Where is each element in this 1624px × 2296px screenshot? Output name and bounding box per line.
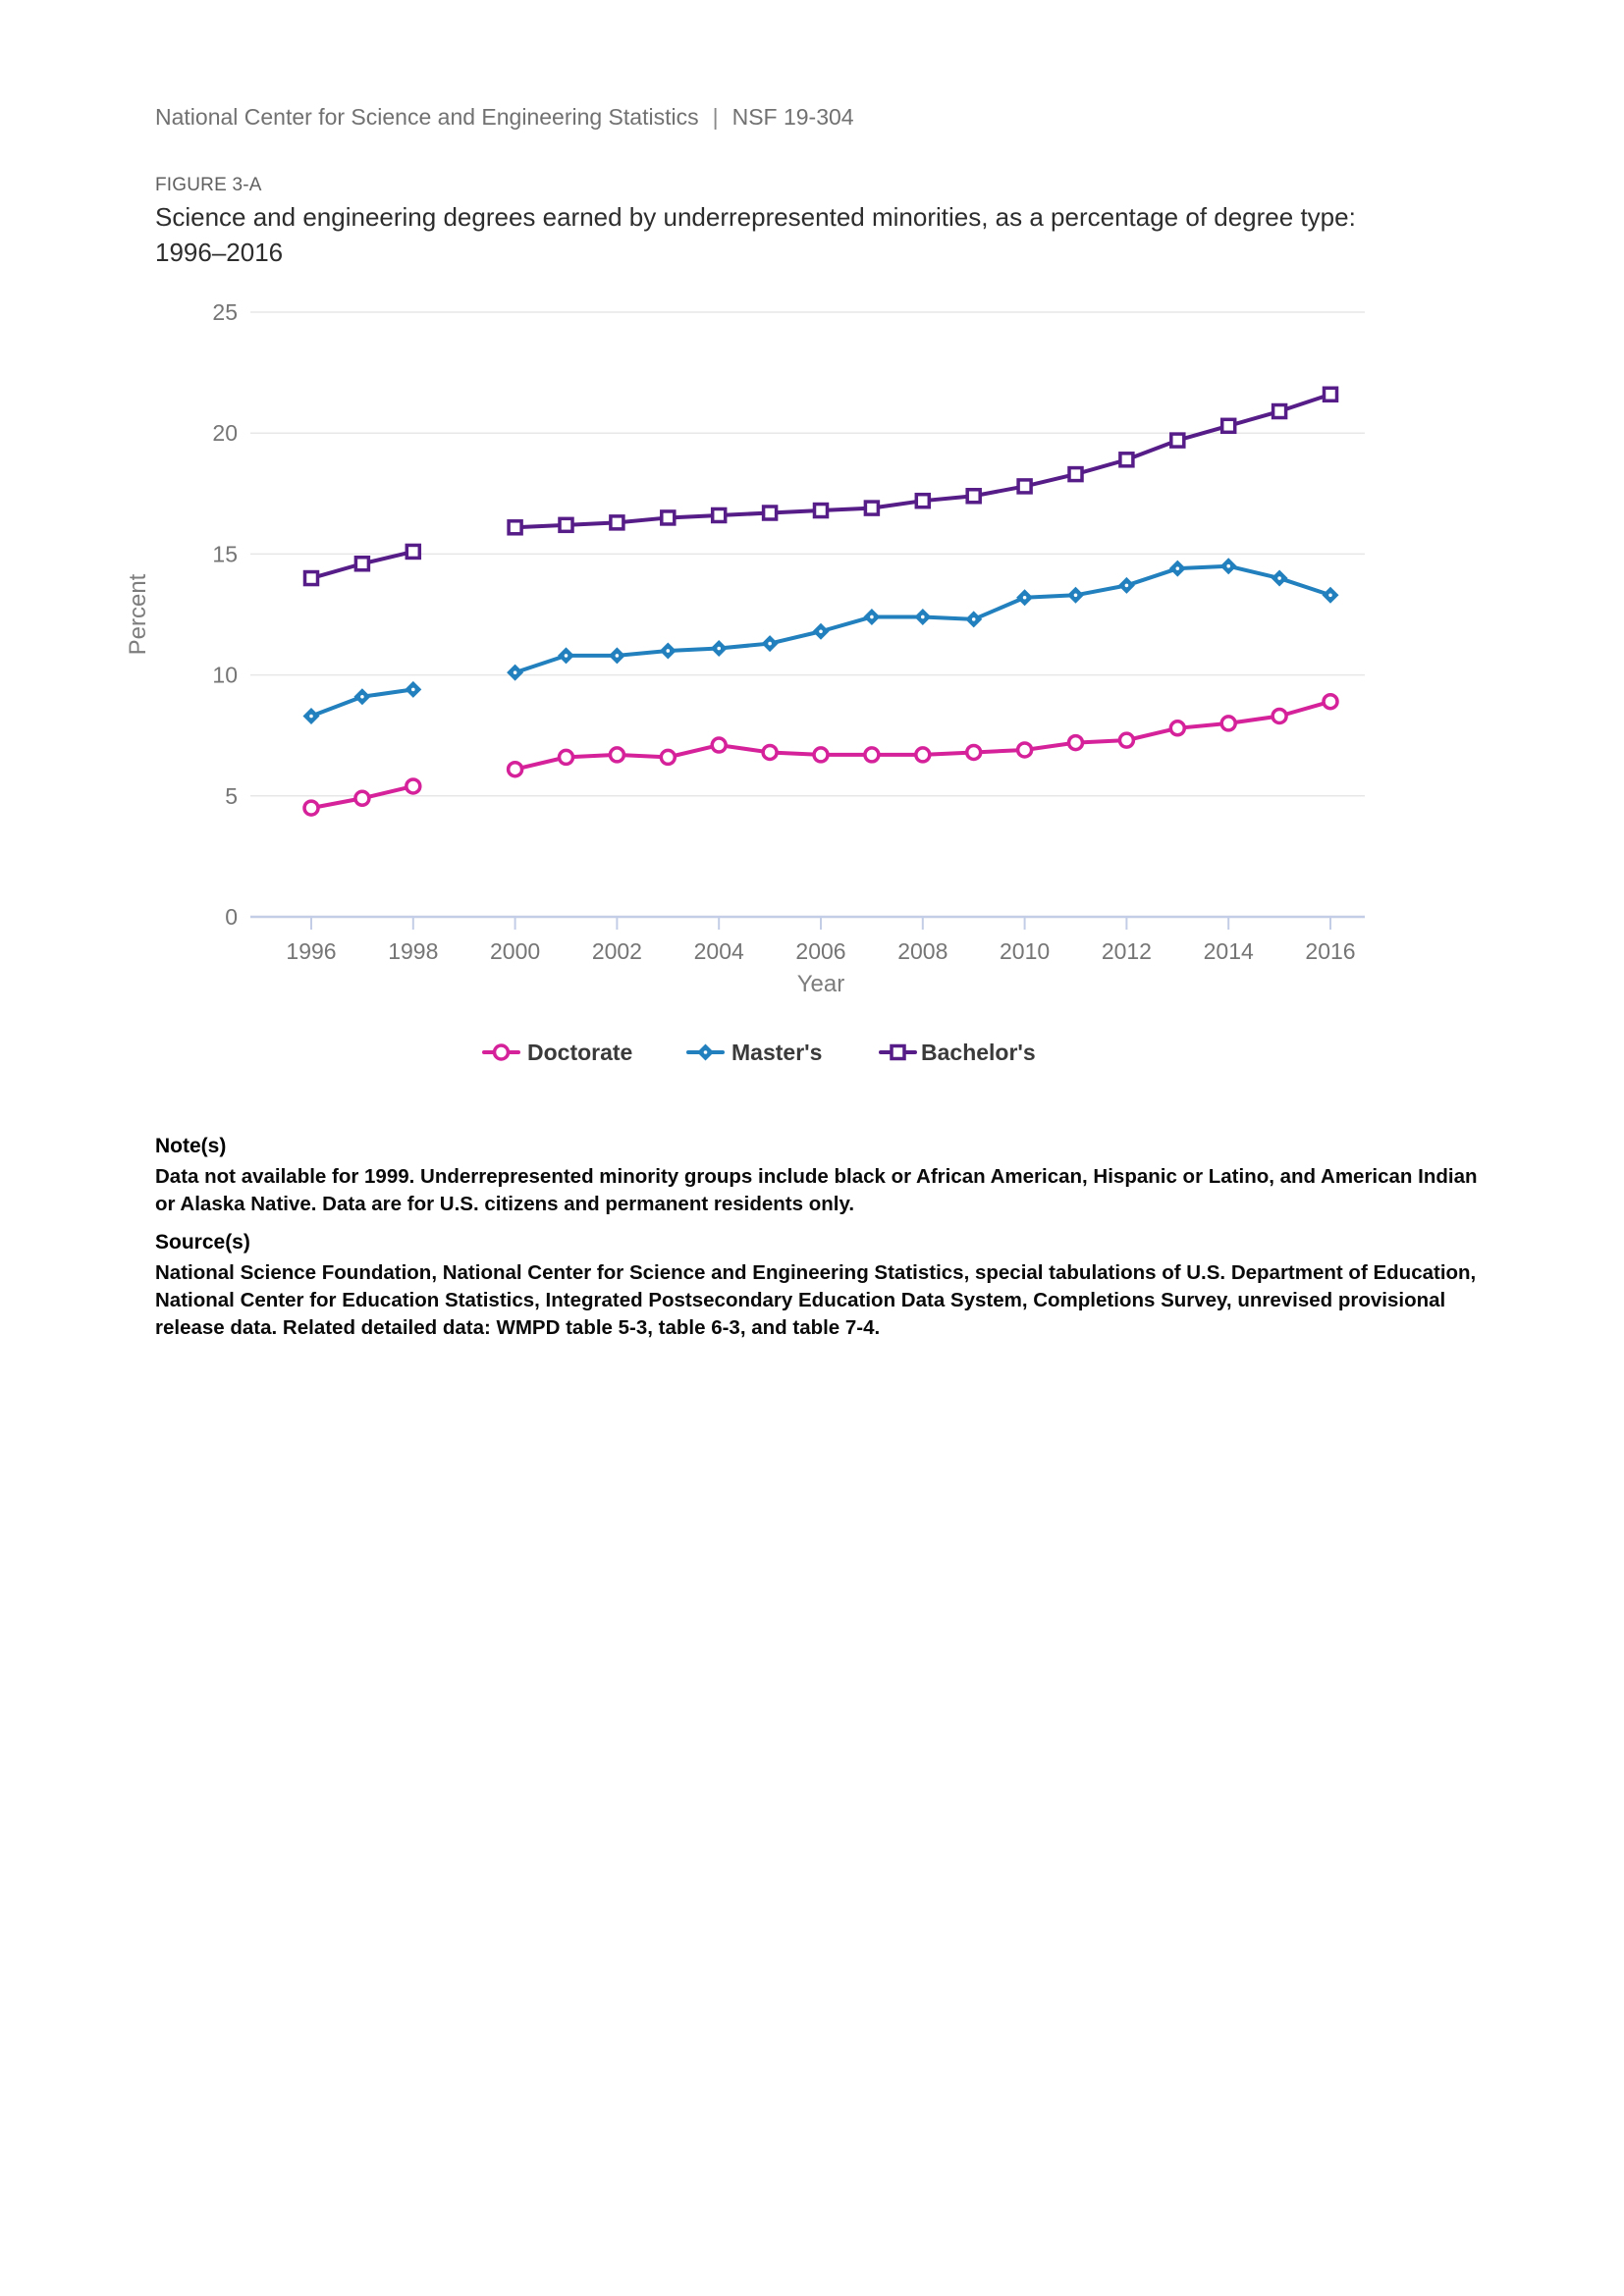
point-master-s-2010[interactable]: [1016, 589, 1033, 606]
point-bachelor-s-2010[interactable]: [1018, 480, 1031, 493]
point-master-s-2012[interactable]: [1118, 577, 1135, 594]
point-master-s-2000[interactable]: [507, 665, 523, 681]
figure-title-line1: Science and engineering degrees earned by underrepresented minorities, as a percentage of degree type:: [155, 202, 1356, 232]
point-doctorate-2012[interactable]: [1119, 733, 1133, 747]
point-master-s-2004[interactable]: [711, 640, 728, 657]
chart-svg: [0, 275, 1624, 1090]
point-master-s-2014[interactable]: [1220, 558, 1237, 574]
point-master-s-1997[interactable]: [353, 688, 370, 705]
point-bachelor-s-1998[interactable]: [406, 545, 419, 558]
x-tick-label-2000: 2000: [490, 938, 541, 964]
legend: [484, 1040, 1036, 1065]
x-tick-label-2008: 2008: [897, 938, 948, 964]
point-master-s-2001[interactable]: [558, 647, 574, 664]
point-doctorate-2009[interactable]: [967, 745, 981, 759]
y-axis-title: Percent: [125, 573, 151, 656]
series-bachelor-s[interactable]: [305, 388, 1337, 584]
point-master-s-2011[interactable]: [1067, 587, 1084, 604]
point-bachelor-s-2003[interactable]: [662, 511, 675, 524]
legend-marker-master-s[interactable]: [697, 1044, 714, 1061]
point-doctorate-2004[interactable]: [712, 738, 726, 752]
point-doctorate-2008[interactable]: [916, 748, 930, 762]
point-bachelor-s-1996[interactable]: [305, 572, 318, 585]
x-tick-label-2016: 2016: [1305, 938, 1356, 964]
y-tick-label-15: 15: [212, 541, 238, 567]
point-bachelor-s-2007[interactable]: [865, 502, 878, 514]
point-bachelor-s-2012[interactable]: [1120, 454, 1133, 466]
point-master-s-1996[interactable]: [303, 708, 320, 724]
point-bachelor-s-2014[interactable]: [1222, 419, 1235, 432]
point-master-s-2006[interactable]: [813, 623, 830, 640]
source-text: National Science Foundation, National Center for Science and Engineering Statistics, special tabulations of U.S. Department of Education, National Center for Education Statistics, Integrated Postsecondary Education Data System, Completions Survey, unrevised provisional release data. Related detailed data: WMPD table 5-3, table 6-3, and table 7-4.: [155, 1261, 1477, 1339]
legend-label-master-s[interactable]: Master's: [731, 1040, 823, 1065]
point-bachelor-s-2011[interactable]: [1069, 468, 1082, 481]
point-bachelor-s-2016[interactable]: [1325, 388, 1337, 400]
point-doctorate-2003[interactable]: [661, 750, 675, 764]
point-bachelor-s-2005[interactable]: [764, 507, 777, 519]
series-master-s[interactable]: [303, 558, 1339, 724]
x-tick-label-1998: 1998: [388, 938, 439, 964]
x-tick-label-2010: 2010: [1000, 938, 1051, 964]
figure-title-line2: 1996–2016: [155, 238, 284, 267]
header-divider: |: [712, 104, 719, 130]
x-tick-label-2002: 2002: [591, 938, 642, 964]
point-doctorate-2006[interactable]: [814, 748, 828, 762]
point-master-s-2005[interactable]: [762, 635, 779, 652]
legend-marker-bachelor-s[interactable]: [892, 1046, 904, 1059]
x-tick-label-2012: 2012: [1101, 938, 1152, 964]
figure-label: FIGURE 3-A: [155, 175, 262, 195]
x-tick-label-2014: 2014: [1203, 938, 1254, 964]
point-bachelor-s-2006[interactable]: [815, 505, 828, 517]
point-bachelor-s-2001[interactable]: [560, 518, 572, 531]
point-doctorate-2016[interactable]: [1324, 695, 1337, 709]
point-master-s-2016[interactable]: [1323, 587, 1339, 604]
point-doctorate-1998[interactable]: [406, 779, 420, 793]
org-name: National Center for Science and Engineering Statistics: [155, 104, 699, 130]
point-master-s-2013[interactable]: [1169, 561, 1186, 577]
point-master-s-2007[interactable]: [863, 609, 880, 625]
point-doctorate-2010[interactable]: [1018, 743, 1032, 757]
y-tick-label-0: 0: [225, 904, 238, 930]
y-tick-label-10: 10: [212, 662, 238, 688]
y-tick-label-5: 5: [225, 782, 238, 809]
point-bachelor-s-2000[interactable]: [509, 521, 521, 534]
notes-heading: Note(s): [155, 1135, 227, 1157]
point-bachelor-s-2008[interactable]: [916, 495, 929, 507]
source-heading: Source(s): [155, 1231, 250, 1254]
x-tick-label-2006: 2006: [795, 938, 846, 964]
y-tick-label-25: 25: [212, 299, 238, 325]
point-doctorate-2002[interactable]: [610, 748, 623, 762]
point-master-s-2015[interactable]: [1272, 570, 1288, 587]
point-bachelor-s-1997[interactable]: [355, 558, 368, 570]
point-doctorate-2013[interactable]: [1170, 721, 1184, 735]
x-axis-title: Year: [796, 971, 845, 997]
point-master-s-2003[interactable]: [660, 642, 677, 659]
point-bachelor-s-2015[interactable]: [1273, 405, 1286, 418]
point-bachelor-s-2013[interactable]: [1171, 434, 1184, 447]
x-tick-label-2004: 2004: [693, 938, 744, 964]
point-doctorate-2014[interactable]: [1221, 717, 1235, 730]
point-master-s-2002[interactable]: [609, 647, 625, 664]
notes-text: Data not available for 1999. Underrepresented minority groups include black or African American, Hispanic or Latino, and American Indian or Alaska Native. Data are for U.S. citizens and permanent residents only.: [155, 1165, 1478, 1215]
report-header: [155, 104, 854, 131]
legend-item-master-s[interactable]: [688, 1040, 822, 1065]
point-doctorate-1997[interactable]: [355, 791, 369, 805]
figure-title: [155, 199, 1530, 270]
point-master-s-1998[interactable]: [405, 681, 421, 698]
point-bachelor-s-2009[interactable]: [967, 490, 980, 503]
x-tick-label-1996: 1996: [286, 938, 337, 964]
point-master-s-2008[interactable]: [914, 609, 931, 625]
point-bachelor-s-2004[interactable]: [713, 508, 726, 521]
point-doctorate-2011[interactable]: [1069, 736, 1083, 750]
point-doctorate-2007[interactable]: [865, 748, 879, 762]
legend-label-bachelor-s[interactable]: Bachelor's: [921, 1040, 1036, 1065]
point-doctorate-2000[interactable]: [509, 763, 522, 776]
point-master-s-2009[interactable]: [965, 611, 982, 627]
legend-marker-doctorate[interactable]: [495, 1045, 509, 1059]
y-tick-label-20: 20: [212, 420, 238, 447]
legend-label-doctorate[interactable]: Doctorate: [527, 1040, 633, 1065]
series-doctorate[interactable]: [304, 695, 1337, 815]
point-bachelor-s-2002[interactable]: [611, 516, 623, 529]
point-doctorate-2005[interactable]: [763, 745, 777, 759]
legend-item-bachelor-s[interactable]: [881, 1040, 1036, 1065]
point-doctorate-2015[interactable]: [1272, 709, 1286, 722]
point-doctorate-2001[interactable]: [560, 750, 573, 764]
legend-item-doctorate[interactable]: [484, 1040, 632, 1065]
report-number: NSF 19-304: [731, 104, 854, 130]
point-doctorate-1996[interactable]: [304, 801, 318, 815]
